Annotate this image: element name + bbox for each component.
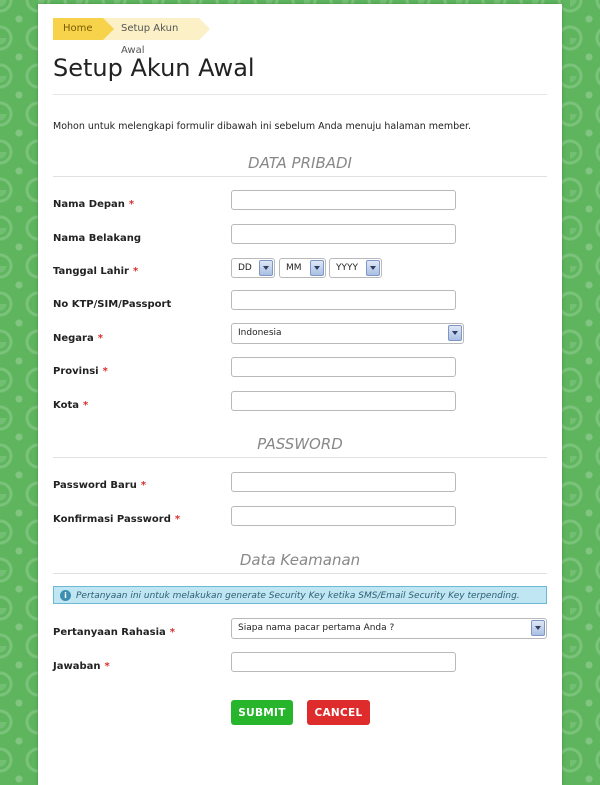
secret-question-select[interactable]	[231, 618, 547, 639]
province-label-text: Provinsi	[53, 366, 99, 377]
secret-question-value: Siapa nama pacar pertama Anda ?	[238, 623, 395, 633]
section-title-personal: DATA PRIBADI	[53, 154, 547, 177]
cancel-button[interactable]: CANCEL	[307, 700, 370, 725]
birth-year-select[interactable]	[329, 258, 382, 278]
province-label	[53, 366, 108, 377]
answer-label	[53, 661, 110, 672]
title-divider	[53, 94, 547, 95]
first-name-label-text: Nama Depan	[53, 199, 125, 210]
birth-day-select[interactable]	[231, 258, 275, 278]
province-input[interactable]	[231, 357, 456, 377]
section-title-security: Data Keamanan	[53, 551, 547, 574]
intro-text: Mohon untuk melengkapi formulir dibawah ini sebelum Anda menuju halaman member.	[53, 121, 472, 132]
required-mark: *	[132, 266, 139, 277]
chevron-down-icon	[259, 260, 273, 276]
secret-question-label-text: Pertanyaan Rahasia	[53, 627, 166, 638]
required-mark: *	[102, 366, 108, 377]
info-circle-icon: i	[60, 590, 71, 601]
new-password-label-text: Password Baru	[53, 480, 137, 491]
last-name-label	[53, 233, 141, 244]
new-password-label	[53, 480, 146, 491]
id-number-label-text: No KTP/SIM/Passport	[53, 299, 172, 310]
city-label-text: Kota	[53, 400, 79, 411]
chevron-down-icon	[310, 260, 324, 276]
birth-date-label-text: Tanggal Lahir	[53, 266, 129, 277]
required-mark: *	[82, 400, 89, 411]
required-mark: *	[169, 627, 175, 638]
chevron-down-icon	[531, 620, 545, 636]
required-mark: *	[128, 199, 135, 210]
country-select[interactable]	[231, 323, 464, 344]
security-info-box	[53, 586, 547, 604]
confirm-password-label	[53, 514, 180, 525]
last-name-input[interactable]	[231, 224, 456, 244]
answer-input[interactable]	[231, 652, 456, 672]
confirm-password-label-text: Konfirmasi Password	[53, 514, 171, 525]
country-label	[53, 333, 103, 344]
page-title: Setup Akun Awal	[53, 54, 255, 82]
breadcrumb	[53, 18, 199, 56]
confirm-password-input[interactable]	[231, 506, 456, 526]
required-mark: *	[174, 514, 181, 525]
secret-question-label	[53, 627, 175, 638]
first-name-input[interactable]	[231, 190, 456, 210]
answer-label-text: Jawaban	[53, 661, 101, 672]
breadcrumb-current: Setup Akun Awal	[103, 18, 199, 40]
birth-month-value: MM	[286, 263, 302, 273]
city-label	[53, 400, 88, 411]
new-password-input[interactable]	[231, 472, 456, 492]
last-name-label-text: Nama Belakang	[53, 233, 142, 244]
breadcrumb-home-link[interactable]: Home	[53, 18, 103, 40]
country-value: Indonesia	[238, 328, 282, 338]
birth-year-value: YYYY	[336, 263, 358, 273]
birth-date-label	[53, 266, 138, 277]
section-title-password: PASSWORD	[53, 435, 547, 458]
submit-button[interactable]: SUBMIT	[231, 700, 293, 725]
country-label-text: Negara	[53, 333, 94, 344]
required-mark: *	[140, 480, 147, 491]
birth-day-value: DD	[238, 263, 252, 273]
city-input[interactable]	[231, 391, 456, 411]
first-name-label	[53, 199, 134, 210]
id-number-label	[53, 299, 171, 310]
required-mark: *	[104, 661, 110, 672]
content-panel	[38, 4, 562, 785]
required-mark: *	[97, 333, 103, 344]
security-info-text: Pertanyaan ini untuk melakukan generate Security Key ketika SMS/Email Security Key terpending.	[76, 591, 520, 601]
birth-month-select[interactable]	[279, 258, 326, 278]
chevron-down-icon	[366, 260, 380, 276]
id-number-input[interactable]	[231, 290, 456, 310]
chevron-down-icon	[448, 325, 462, 341]
